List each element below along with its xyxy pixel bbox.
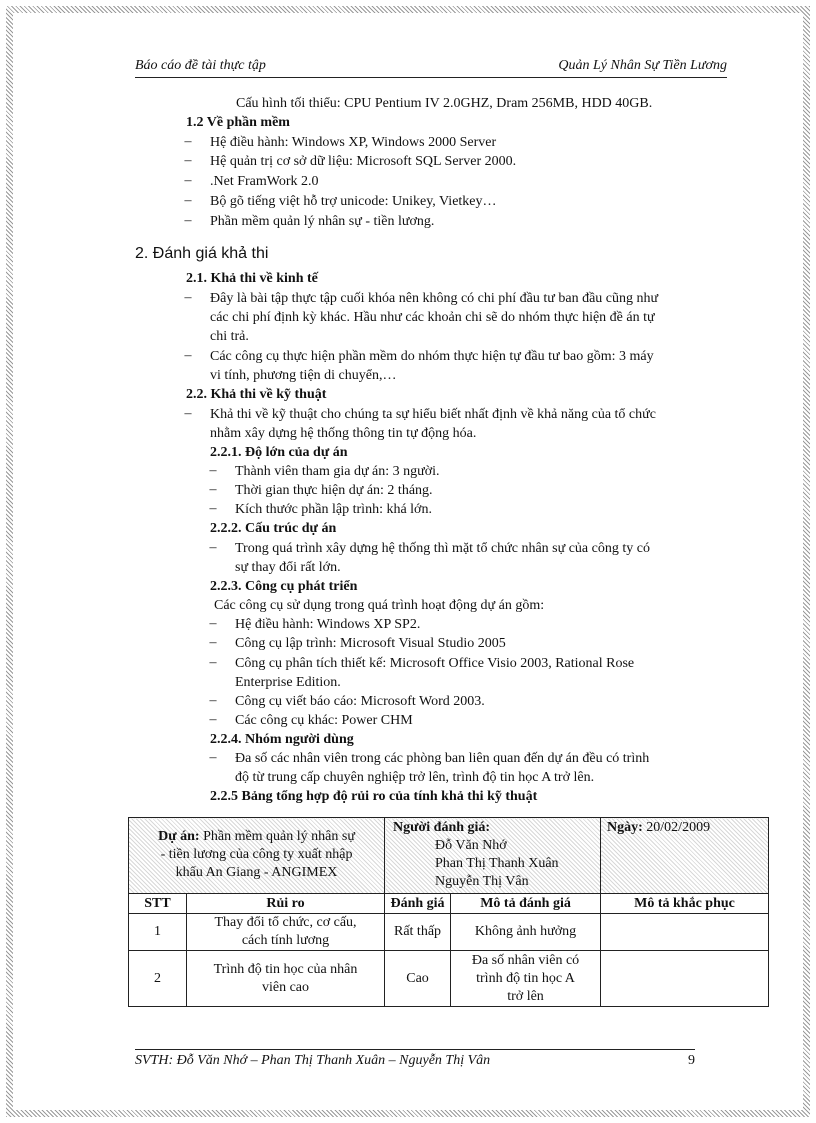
list-item: Các công cụ khác: Power CHM [235,713,413,728]
date-cell [601,818,769,894]
paragraph-line: vi tính, phương tiện di chuyển,… [210,368,397,383]
risk-text: Trình độ tin học của nhân [213,961,358,977]
paragraph-line: chi trả. [210,329,249,344]
section-2-2-4-title: 2.2.4. Nhóm người dùng [210,732,354,747]
reviewer-cell [385,818,601,894]
section-2-2-3-title: 2.2.3. Công cụ phát triển [210,579,358,594]
dash-icon: – [209,750,217,765]
page-header [135,58,727,78]
list-item: Hệ điều hành: Windows XP SP2. [235,617,421,632]
header-project-title: Quản Lý Nhân Sự Tiền Lương [558,58,727,73]
dash-icon: – [184,213,192,228]
dash-icon: – [184,134,192,149]
dash-icon: – [209,463,217,478]
project-label: Dự án: [158,829,200,844]
risk-cell [187,951,385,1007]
section-2-2-title: 2.2. Khả thi về kỹ thuật [186,387,327,402]
tools-intro: Các công cụ sử dụng trong quá trình hoạt động dự án gồm: [214,598,545,613]
column-header: Mô tả khắc phục [601,894,769,914]
risk-text: cách tính lương [241,933,330,948]
dash-icon: – [209,635,217,650]
fix-cell [601,951,769,1007]
section-2-2-1-title: 2.2.1. Độ lớn của dự án [210,445,348,460]
reviewer-name: Đỗ Văn Nhớ [435,838,507,853]
desc-text: Đa số nhân viên có [471,952,580,968]
paragraph-line: Khả thi về kỹ thuật cho chúng ta sự hiểu biết nhất định về khả năng của tổ chức [210,407,656,422]
section-2-2-5-title: 2.2.5 Bảng tổng hợp độ rủi ro của tính khả thi kỹ thuật [210,789,538,804]
page-number: 9 [688,1053,695,1068]
dash-icon: – [209,616,217,631]
reviewer-label: Người đánh giá: [393,820,491,835]
paragraph-line: độ từ trung cấp chuyên nghiệp trở lên, trình độ tin học A trở lên. [235,770,595,785]
dash-icon: – [184,406,192,421]
dash-icon: – [184,173,192,188]
date-value: 20/02/2009 [646,820,711,835]
dash-icon: – [184,348,192,363]
paragraph-line: các chi phí định kỳ khác. Hầu như các khoản chi sẽ do nhóm thực hiện đề án tự [210,310,655,325]
software-item: Hệ quản trị cơ sở dữ liệu: Microsoft SQL Server 2000. [210,154,517,169]
software-item: Hệ điều hành: Windows XP, Windows 2000 Server [210,135,497,150]
section-2-2-2-title: 2.2.2. Cấu trúc dự án [210,521,337,536]
paragraph-line: Các công cụ thực hiện phần mềm do nhóm thực hiện tự đầu tư bao gồm: 3 máy [210,349,654,364]
desc-cell [451,951,601,1007]
rating-cell: Rất thấp [385,914,451,951]
reviewer-name: Nguyễn Thị Vân [435,874,529,889]
dash-icon: – [209,482,217,497]
list-item: Thời gian thực hiện dự án: 2 tháng. [235,483,433,498]
project-text: khẩu An Giang - ANGIMEX [175,865,338,880]
list-item: Công cụ phân tích thiết kế: Microsoft Office Visio 2003, Rational Rose [235,656,635,671]
stt-cell: 2 [129,951,187,1007]
paragraph-line: Đây là bài tập thực tập cuối khóa nên không có chi phí đầu tư ban đầu cũng như [210,291,659,306]
page-footer [135,1049,695,1071]
column-header: STT [129,894,187,914]
reviewer-name: Phan Thị Thanh Xuân [435,856,559,871]
dash-icon: – [184,153,192,168]
dash-icon: – [209,712,217,727]
paragraph-line: Đa số các nhân viên trong các phòng ban liên quan đến dự án đều có trình [235,751,650,766]
section-2-title: 2. Đánh giá khả thi [135,245,269,262]
section-2-1-title: 2.1. Khả thi về kinh tế [186,271,318,286]
list-item-continued: Enterprise Edition. [235,675,341,690]
column-header: Đánh giá [385,894,451,914]
dash-icon: – [184,290,192,305]
project-cell [129,818,385,894]
dash-icon: – [209,655,217,670]
desc-text: trở lên [507,988,544,1004]
footer-authors: SVTH: Đỗ Văn Nhớ – Phan Thị Thanh Xuân – Nguyễn Thị Vân [135,1053,491,1068]
software-item: Bộ gõ tiếng việt hỗ trợ unicode: Unikey, Vietkey… [210,194,497,209]
list-item: Kích thước phần lập trình: khá lớn. [235,502,432,517]
risk-text: viên cao [261,979,310,995]
list-item: Công cụ lập trình: Microsoft Visual Studio 2005 [235,636,506,651]
dash-icon: – [209,693,217,708]
paragraph-line: Trong quá trình xây dựng hệ thống thì mặt tổ chức nhân sự của công ty có [235,541,650,556]
list-item: Thành viên tham gia dự án: 3 người. [235,464,440,479]
paragraph-line: nhằm xây dựng hệ thống thông tin tự động hóa. [210,426,477,441]
dash-icon: – [209,501,217,516]
rating-cell: Cao [385,951,451,1007]
column-header: Rủi ro [187,894,385,914]
section-1-2-title: 1.2 Về phần mềm [186,115,290,130]
list-item: Công cụ viết báo cáo: Microsoft Word 2003. [235,694,485,709]
table-row [129,951,769,1007]
risk-text: Thay đổi tổ chức, cơ cấu, [214,915,357,930]
fix-cell [601,914,769,951]
paragraph-line: sự thay đổi rất lớn. [235,560,341,575]
dash-icon: – [209,540,217,555]
stt-cell: 1 [129,914,187,951]
project-text: Phần mềm quản lý nhân sự [203,829,355,844]
software-item: Phần mềm quản lý nhân sự - tiền lương. [210,214,435,229]
header-report-title: Báo cáo đề tài thực tập [135,58,266,73]
risk-cell [187,914,385,951]
table-row [129,914,769,951]
risk-table [128,817,769,1007]
desc-cell: Không ảnh hưởng [451,914,601,951]
date-label: Ngày: [607,820,643,835]
project-text: - tiền lương của công ty xuất nhập [160,847,353,862]
dash-icon: – [184,193,192,208]
software-item: .Net FramWork 2.0 [210,174,319,189]
column-header: Mô tả đánh giá [451,894,601,914]
config-line: Cấu hình tối thiểu: CPU Pentium IV 2.0GHZ, Dram 256MB, HDD 40GB. [236,96,653,111]
desc-text: trình độ tin học A [476,970,575,986]
